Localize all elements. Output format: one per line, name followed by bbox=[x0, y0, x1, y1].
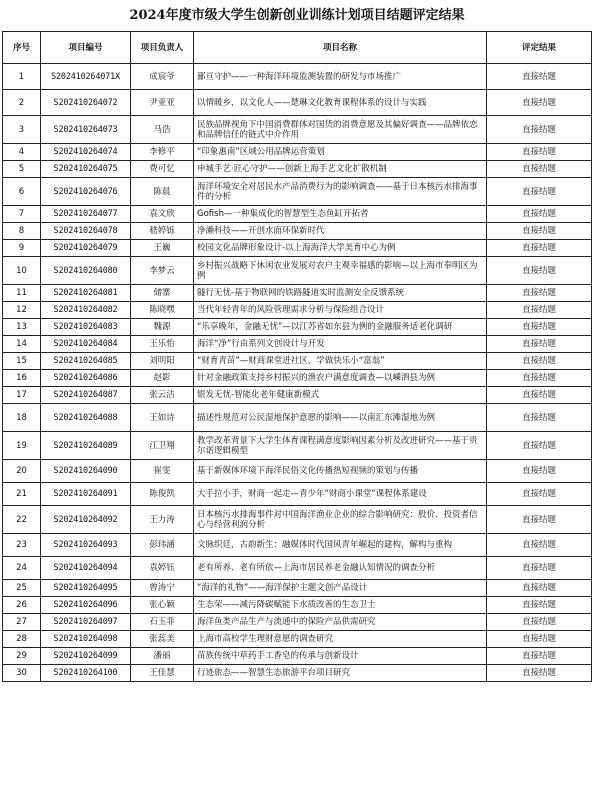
cell-code: S202410264079 bbox=[41, 240, 131, 257]
cell-leader: 尹亚亚 bbox=[131, 90, 194, 116]
cell-result: 直接结题 bbox=[487, 90, 592, 116]
cell-project-name: 鄙亘守护——一种海洋环境监测装置的研发与市场推广 bbox=[194, 64, 487, 90]
cell-result: 直接结题 bbox=[487, 460, 592, 483]
cell-project-name: 乡村振兴战略下休闲农业发展对农户主观幸福感的影响—以上海市奉明区为例 bbox=[194, 257, 487, 285]
cell-project-name: Gofish—一种集成化的智慧型生态鱼缸开拓者 bbox=[194, 206, 487, 223]
header-code: 项目编号 bbox=[41, 32, 131, 64]
cell-leader: 张云洁 bbox=[131, 387, 194, 404]
cell-leader: 张蕊美 bbox=[131, 631, 194, 648]
table-row bbox=[3, 597, 592, 614]
table-row bbox=[3, 534, 592, 557]
cell-code: S202410264096 bbox=[41, 597, 131, 614]
cell-leader: 陈俊凯 bbox=[131, 483, 194, 506]
cell-result: 直接结题 bbox=[487, 506, 592, 534]
cell-project-name: 苗族传统中草药手工香皂的传承与创新设计 bbox=[194, 648, 487, 665]
cell-leader: 袁婷钰 bbox=[131, 557, 194, 580]
cell-project-name: 基于新媒体环境下海洋民俗文化传播热短视频的策划与传播 bbox=[194, 460, 487, 483]
cell-leader: 袁文欣 bbox=[131, 206, 194, 223]
cell-result: 直接结题 bbox=[487, 302, 592, 319]
cell-result: 直接结题 bbox=[487, 336, 592, 353]
cell-project-name: 申城手艺·匠心守护——创新上海手艺文化扩散机制 bbox=[194, 161, 487, 178]
cell-leader: 彭玮涵 bbox=[131, 534, 194, 557]
cell-index: 27 bbox=[3, 614, 41, 631]
header-leader: 项目负责人 bbox=[131, 32, 194, 64]
table-row bbox=[3, 483, 592, 506]
cell-index: 3 bbox=[3, 116, 41, 144]
cell-leader: 王如诗 bbox=[131, 404, 194, 432]
cell-project-name: “海洋的礼物”——海洋保护主题文创产品设计 bbox=[194, 580, 487, 597]
cell-result: 直接结题 bbox=[487, 161, 592, 178]
cell-project-name: 海洋环境安全对居民水产品消费行为的影响调查——基于日本核污水排海事件的分析 bbox=[194, 178, 487, 206]
cell-leader: 费可忆 bbox=[131, 161, 194, 178]
cell-project-name: 针对金融政策支持乡村振兴的渔农户满意度调查—以嵊泗县为例 bbox=[194, 370, 487, 387]
cell-project-name: 当代年轻青年的风险管理需求分析与保险组合设计 bbox=[194, 302, 487, 319]
cell-leader: 赵影 bbox=[131, 370, 194, 387]
cell-result: 直接结题 bbox=[487, 370, 592, 387]
cell-result: 直接结题 bbox=[487, 580, 592, 597]
table-row bbox=[3, 285, 592, 302]
cell-result: 直接结题 bbox=[487, 206, 592, 223]
cell-leader: 石玉菲 bbox=[131, 614, 194, 631]
table-row bbox=[3, 387, 592, 404]
cell-index: 18 bbox=[3, 404, 41, 432]
cell-result: 直接结题 bbox=[487, 319, 592, 336]
cell-index: 1 bbox=[3, 64, 41, 90]
cell-project-name: 银发无忧-智能化老年健康新模式 bbox=[194, 387, 487, 404]
cell-code: S202410264075 bbox=[41, 161, 131, 178]
cell-code: S202410264098 bbox=[41, 631, 131, 648]
cell-code: S202410264078 bbox=[41, 223, 131, 240]
table-row bbox=[3, 302, 592, 319]
cell-index: 26 bbox=[3, 597, 41, 614]
cell-index: 23 bbox=[3, 534, 41, 557]
cell-index: 25 bbox=[3, 580, 41, 597]
cell-index: 5 bbox=[3, 161, 41, 178]
table-row bbox=[3, 648, 592, 665]
cell-project-name: 海洋“净”行由系列文创设计与开发 bbox=[194, 336, 487, 353]
cell-result: 直接结题 bbox=[487, 144, 592, 161]
cell-code: S202410264095 bbox=[41, 580, 131, 597]
cell-code: S202410264072 bbox=[41, 90, 131, 116]
table-row bbox=[3, 178, 592, 206]
cell-project-name: 老有所养、老有所依—上海市居民养老金融认知情况的调查分析 bbox=[194, 557, 487, 580]
table-row bbox=[3, 240, 592, 257]
cell-index: 8 bbox=[3, 223, 41, 240]
cell-index: 10 bbox=[3, 257, 41, 285]
header-project-name: 项目名称 bbox=[194, 32, 487, 64]
cell-leader: 刘明阳 bbox=[131, 353, 194, 370]
cell-index: 30 bbox=[3, 665, 41, 682]
table-row bbox=[3, 580, 592, 597]
cell-code: S202410264099 bbox=[41, 648, 131, 665]
cell-leader: 王力涛 bbox=[131, 506, 194, 534]
cell-project-name: 隧行无忧-基于物联网的铁路隧道实时监测安全反馈系统 bbox=[194, 285, 487, 302]
cell-result: 直接结题 bbox=[487, 631, 592, 648]
table-row bbox=[3, 506, 592, 534]
cell-result: 直接结题 bbox=[487, 64, 592, 90]
cell-result: 直接结题 bbox=[487, 387, 592, 404]
cell-project-name: 净濑科技——开创水面环保新时代 bbox=[194, 223, 487, 240]
header-row bbox=[3, 32, 592, 64]
cell-index: 24 bbox=[3, 557, 41, 580]
cell-result: 直接结题 bbox=[487, 534, 592, 557]
results-table bbox=[2, 31, 592, 682]
cell-code: S202410264086 bbox=[41, 370, 131, 387]
cell-code: S202410264092 bbox=[41, 506, 131, 534]
cell-leader: 李修平 bbox=[131, 144, 194, 161]
cell-code: S202410264093 bbox=[41, 534, 131, 557]
cell-project-name: 校园文化品牌形象设计-以上海海洋大学美育中心为例 bbox=[194, 240, 487, 257]
cell-result: 直接结题 bbox=[487, 665, 592, 682]
cell-code: S202410264090 bbox=[41, 460, 131, 483]
cell-leader: 张心颖 bbox=[131, 597, 194, 614]
cell-leader: 江卫翔 bbox=[131, 432, 194, 460]
document-title: 2024年度市级大学生创新创业训练计划项目结题评定结果 bbox=[129, 8, 465, 23]
cell-code: S202410264077 bbox=[41, 206, 131, 223]
table-row bbox=[3, 64, 592, 90]
cell-index: 29 bbox=[3, 648, 41, 665]
cell-index: 13 bbox=[3, 319, 41, 336]
cell-code: S202410264073 bbox=[41, 116, 131, 144]
cell-leader: 马浩 bbox=[131, 116, 194, 144]
cell-project-name: “乐享晚年，金融无忧”—以江苏省如东县为例的金融服务适老化调研 bbox=[194, 319, 487, 336]
table-row bbox=[3, 432, 592, 460]
cell-result: 直接结题 bbox=[487, 257, 592, 285]
cell-leader: 曾涛宁 bbox=[131, 580, 194, 597]
cell-code: S202410264091 bbox=[41, 483, 131, 506]
cell-project-name: 文脉织廷，古韵新生：融媒体时代国风青年崛起的建构，解构与重构 bbox=[194, 534, 487, 557]
cell-leader: 成宸爷 bbox=[131, 64, 194, 90]
cell-code: S202410264081 bbox=[41, 285, 131, 302]
cell-code: S202410264089 bbox=[41, 432, 131, 460]
cell-project-name: 海洋鱼类产品生产与流通中的保险产品供需研究 bbox=[194, 614, 487, 631]
cell-leader: 王乐怡 bbox=[131, 336, 194, 353]
table-row bbox=[3, 631, 592, 648]
cell-result: 直接结题 bbox=[487, 178, 592, 206]
cell-code: S202410264085 bbox=[41, 353, 131, 370]
cell-project-name: 大手拉小手，财商一起走—青少年“财商小课堂”课程体系建设 bbox=[194, 483, 487, 506]
cell-result: 直接结题 bbox=[487, 557, 592, 580]
cell-leader: 潘丽 bbox=[131, 648, 194, 665]
table-row bbox=[3, 161, 592, 178]
cell-index: 17 bbox=[3, 387, 41, 404]
table-row bbox=[3, 144, 592, 161]
cell-project-name: 描述性规范对公民湿地保护意愿的影响——以南汇东滩湿地为例 bbox=[194, 404, 487, 432]
cell-index: 4 bbox=[3, 144, 41, 161]
cell-code: S202410264097 bbox=[41, 614, 131, 631]
cell-project-name: 生态荣——减污降碳赋能下水质改善的生态卫士 bbox=[194, 597, 487, 614]
cell-project-name: 民族品牌视角下中国消费群体对国货的消费意愿及其偏好调查——品牌依恋和品牌信任的链式中介作用 bbox=[194, 116, 487, 144]
cell-code: S202410264083 bbox=[41, 319, 131, 336]
table-row bbox=[3, 614, 592, 631]
cell-index: 21 bbox=[3, 483, 41, 506]
cell-result: 直接结题 bbox=[487, 614, 592, 631]
table-row bbox=[3, 404, 592, 432]
cell-project-name: 以情暖乡，以文化人——楚琳文化教育课程体系的设计与实践 bbox=[194, 90, 487, 116]
table-row bbox=[3, 223, 592, 240]
cell-result: 直接结题 bbox=[487, 116, 592, 144]
cell-leader: 陈晓嘿 bbox=[131, 302, 194, 319]
cell-result: 直接结题 bbox=[487, 353, 592, 370]
cell-index: 12 bbox=[3, 302, 41, 319]
cell-index: 9 bbox=[3, 240, 41, 257]
table-row bbox=[3, 206, 592, 223]
cell-code: S202410264082 bbox=[41, 302, 131, 319]
cell-project-name: 上海市高校学生理财意愿的调查研究 bbox=[194, 631, 487, 648]
cell-project-name: “财育青苗”—财商课堂进社区，学做快乐小“富翁” bbox=[194, 353, 487, 370]
cell-index: 7 bbox=[3, 206, 41, 223]
cell-result: 直接结题 bbox=[487, 223, 592, 240]
cell-code: S202410264076 bbox=[41, 178, 131, 206]
cell-leader: 陈晨 bbox=[131, 178, 194, 206]
cell-project-name: 教学改革背景下大学生体育课程满意度影响因素分析及改进研究——基于贵尔诺逻辑模型 bbox=[194, 432, 487, 460]
cell-index: 16 bbox=[3, 370, 41, 387]
cell-index: 22 bbox=[3, 506, 41, 534]
table-row bbox=[3, 665, 592, 682]
cell-code: S202410264100 bbox=[41, 665, 131, 682]
header-result: 评定结果 bbox=[487, 32, 592, 64]
cell-result: 直接结题 bbox=[487, 285, 592, 302]
table-row bbox=[3, 116, 592, 144]
cell-index: 19 bbox=[3, 432, 41, 460]
cell-index: 20 bbox=[3, 460, 41, 483]
table-row bbox=[3, 557, 592, 580]
cell-index: 14 bbox=[3, 336, 41, 353]
cell-result: 直接结题 bbox=[487, 404, 592, 432]
cell-index: 2 bbox=[3, 90, 41, 116]
cell-leader: 崔雯 bbox=[131, 460, 194, 483]
cell-code: S202410264084 bbox=[41, 336, 131, 353]
cell-result: 直接结题 bbox=[487, 240, 592, 257]
cell-code: S202410264088 bbox=[41, 404, 131, 432]
cell-index: 28 bbox=[3, 631, 41, 648]
table-row bbox=[3, 90, 592, 116]
cell-leader: 李梦云 bbox=[131, 257, 194, 285]
cell-leader: 魏源 bbox=[131, 319, 194, 336]
cell-leader: 王佳慧 bbox=[131, 665, 194, 682]
table-row bbox=[3, 257, 592, 285]
cell-result: 直接结题 bbox=[487, 432, 592, 460]
cell-code: S202410264080 bbox=[41, 257, 131, 285]
cell-project-name: 行迹旅态——智慧生态旅游平台项目研究 bbox=[194, 665, 487, 682]
cell-project-name: “印象惠南”区域公用品牌运营策划 bbox=[194, 144, 487, 161]
cell-index: 15 bbox=[3, 353, 41, 370]
header-index: 序号 bbox=[3, 32, 41, 64]
table-row bbox=[3, 370, 592, 387]
cell-leader: 王巍 bbox=[131, 240, 194, 257]
table-row bbox=[3, 353, 592, 370]
cell-result: 直接结题 bbox=[487, 483, 592, 506]
cell-code: S202410264094 bbox=[41, 557, 131, 580]
cell-leader: 嵇婷铄 bbox=[131, 223, 194, 240]
cell-code: S202410264087 bbox=[41, 387, 131, 404]
cell-index: 6 bbox=[3, 178, 41, 206]
cell-leader: 储寨 bbox=[131, 285, 194, 302]
cell-project-name: 日本核污水排海事件对中国海洋渔业企业的综合影响研究：股价、投资者信心与经营利润分析 bbox=[194, 506, 487, 534]
cell-code: S202410264071X bbox=[41, 64, 131, 90]
table-row bbox=[3, 336, 592, 353]
cell-result: 直接结题 bbox=[487, 597, 592, 614]
cell-index: 11 bbox=[3, 285, 41, 302]
table-row bbox=[3, 319, 592, 336]
cell-code: S202410264074 bbox=[41, 144, 131, 161]
cell-result: 直接结题 bbox=[487, 648, 592, 665]
table-row bbox=[3, 460, 592, 483]
